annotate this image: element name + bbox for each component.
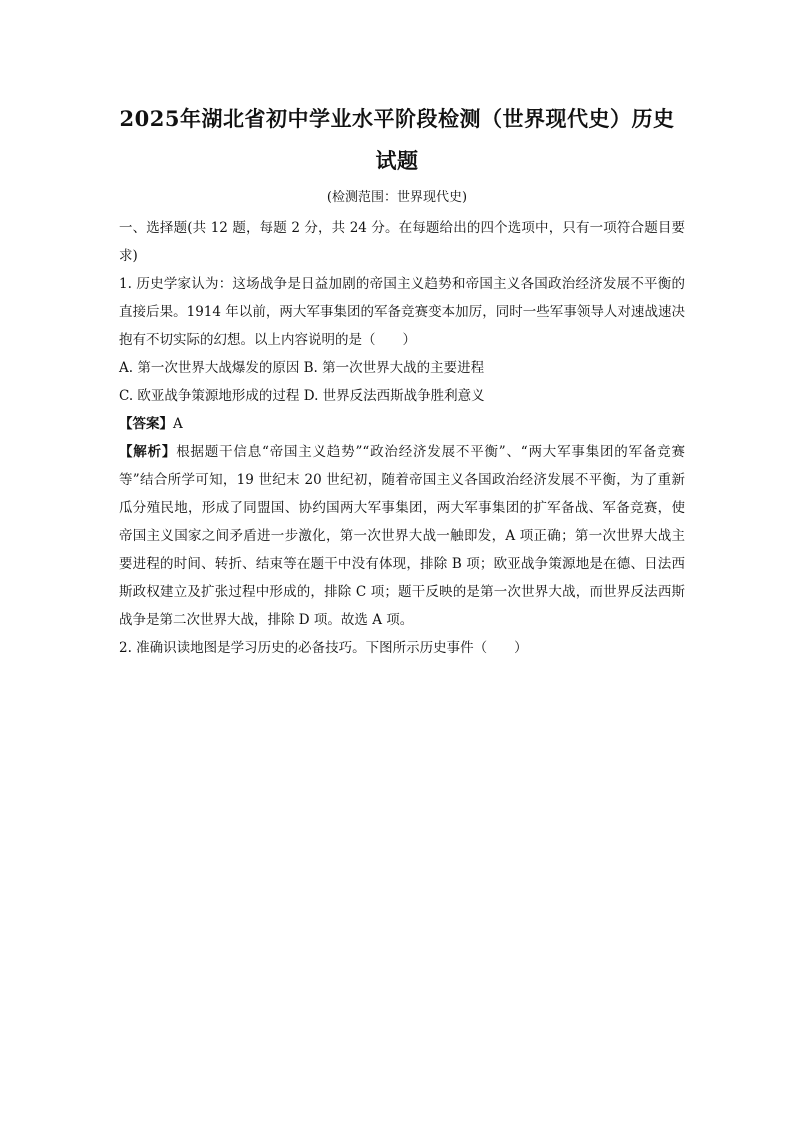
document-subtitle: (检测范围：世界现代史) bbox=[326, 190, 468, 205]
section-header: 一、选择题(共 12 题，每题 2 分，共 24 分。在每题给出的四个选项中，只有一项符合题目要求) bbox=[119, 220, 685, 264]
question-2-stem: 2. 准确识读地图是学习历史的必备技巧。下图所示历史事件（ ） bbox=[119, 640, 528, 656]
document-title-line-1: 2025年湖北省初中学业水平阶段检测（世界现代史）历史 bbox=[119, 106, 675, 131]
analysis-label: 【解析】 bbox=[119, 444, 177, 460]
question-1-option-b: B. 第一次世界大战的主要进程 bbox=[303, 360, 485, 376]
question-1-analysis bbox=[119, 438, 685, 634]
answer-value: A bbox=[173, 416, 183, 432]
document-body bbox=[119, 214, 685, 662]
question-1-option-a: A. 第一次世界大战爆发的原因 bbox=[119, 360, 300, 376]
question-1-option-d: D. 世界反法西斯战争胜利意义 bbox=[303, 388, 485, 404]
question-1-stem: 1. 历史学家认为：这场战争是日益加剧的帝国主义趋势和帝国主义各国政治经济发展不平衡的直接后果。1914 年以前，两大军事集团的军备竞赛变本加厉，同时一些军事领导人对速战速决抱有不切实际的幻想。以上内容说明的是（ ） bbox=[119, 276, 685, 348]
question-1-answer bbox=[119, 410, 685, 438]
question-1-options-row-2 bbox=[119, 382, 685, 410]
question-1-option-c: C. 欧亚战争策源地形成的过程 bbox=[119, 388, 300, 404]
document-title-line-2: 试题 bbox=[375, 148, 419, 173]
answer-label: 【答案】 bbox=[119, 416, 173, 432]
question-1-options-row-1 bbox=[119, 354, 685, 382]
analysis-text: 根据题干信息“帝国主义趋势”“政治经济发展不平衡”、“两大军事集团的军备竞赛等”结合所学可知，19 世纪末 20 世纪初，随着帝国主义各国政治经济发展不平衡，为了重新瓜分殖民地，形成了同盟国、协约国两大军事集团，两大军事集团的扩军备战、军备竞赛，使帝国主义国家之间矛盾进一步激化，第一次世界大战一触即发，A 项正确；第一次世界大战主要进程的时间、转折、结束等在题干中没有体现，排除 B 项；欧亚战争策源地是在德、日法西斯政权建立及扩张过程中形成的，排除 C 项；题干反映的是第一次世界大战，而世界反法西斯战争是第二次世界大战，排除 D 项。故选 A 项。 bbox=[119, 444, 685, 628]
